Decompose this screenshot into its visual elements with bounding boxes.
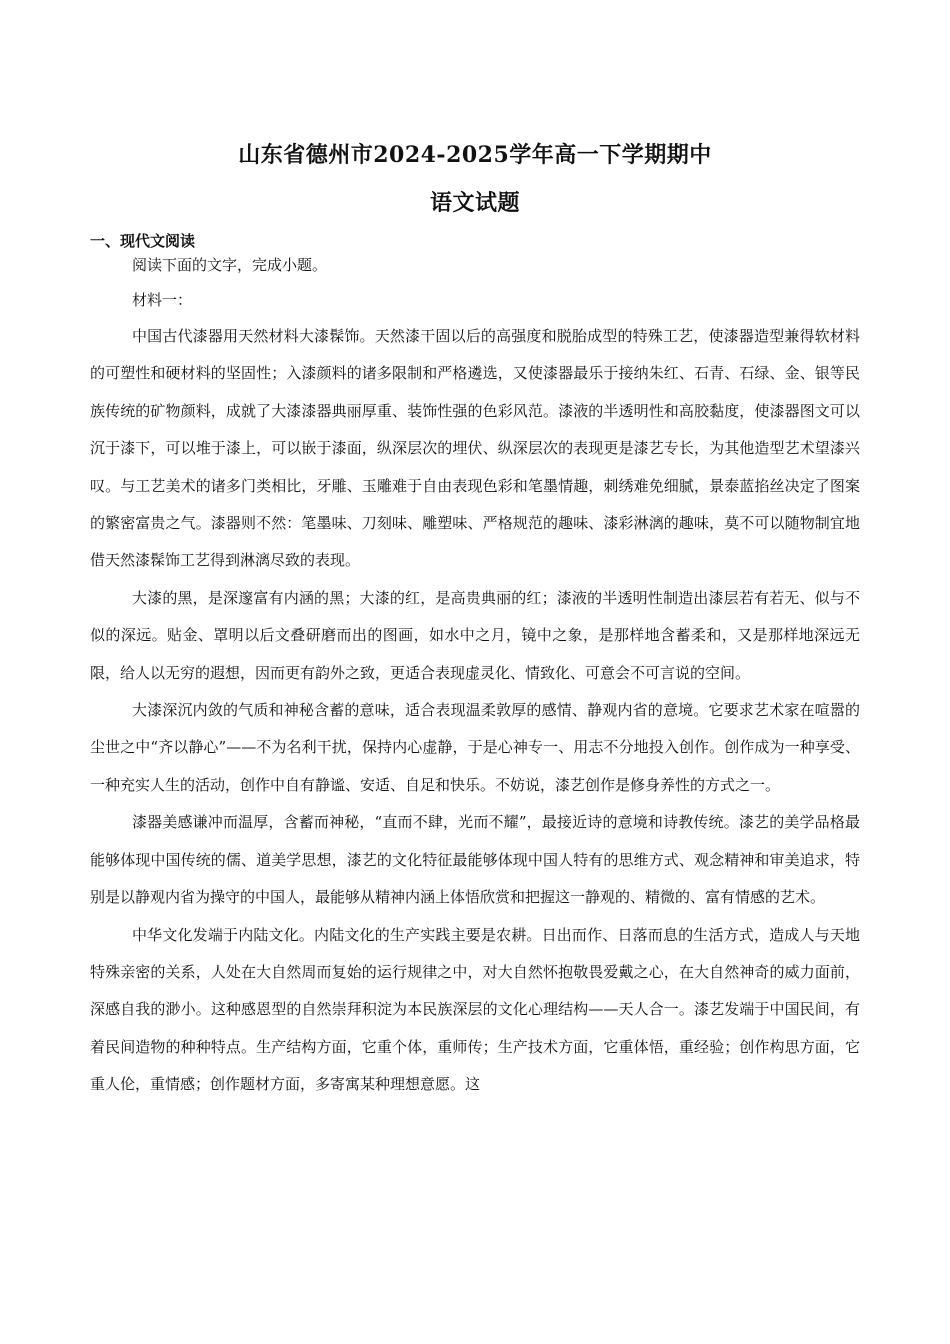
document-title: 山东省德州市2024-2025学年高一下学期期中: [238, 142, 712, 168]
paragraph: 漆器美感谦冲而温厚，含蓄而神秘，“直而不肆，光而不耀”，最接近诗的意境和诗教传统。漆艺的美学品格最能够体现中国传统的儒、道美学思想，漆艺的文化特征最能够体现中国人特有的思维方式、观念精神和审美追求，特别是以静观内省为操守的中国人，最能够从精神内涵上体悟欣赏和把握这一静观的、精微的、富有情感的艺术。: [90, 813, 860, 907]
paragraph: 中国古代漆器用天然材料大漆髹饰。天然漆干固以后的高强度和脱胎成型的特殊工艺，使漆器造型兼得软材料的可塑性和硬材料的坚固性；入漆颜料的诸多限制和严格遴选，又使漆器最乐于接纳朱红、石青、石绿、金、银等民族传统的矿物颜料，成就了大漆漆器典丽厚重、装饰性强的色彩风范。漆液的半透明性和高胶黏度，使漆器图文可以沉于漆下，可以堆于漆上，可以嵌于漆面，纵深层次的埋伏、纵深层次的表现更是漆艺专长，为其他造型艺术望漆兴叹。与工艺美术的诸多门类相比，牙雕、玉雕难于自由表现色彩和笔墨情趣，刺绣难免细腻，景泰蓝掐丝决定了图案的繁密富贵之气。漆器则不然：笔墨味、刀刻味、雕塑味、严格规范的趣味、漆彩淋漓的趣味，莫不可以随物制宜地借天然漆髹饰工艺得到淋漓尽致的表现。: [90, 327, 860, 570]
document-subtitle: 语文试题: [429, 190, 520, 216]
reading-instruction: 阅读下面的文字，完成小题。: [132, 256, 328, 274]
paragraph: 大漆的黑，是深邃富有内涵的黑；大漆的红，是高贵典丽的红；漆液的半透明性制造出漆层若有若无、似与不似的深远。贴金、罩明以后文叠研磨而出的图画，如水中之月，镜中之象，是那样地含蓄柔和，又是那样地深远无限，给人以无穷的遐想，因而更有韵外之致，更适合表现虚灵化、情致化、可意会不可言说的空间。: [90, 588, 860, 682]
paragraph: 大漆深沉内敛的气质和神秘含蓄的意味，适合表现温柔敦厚的感情、静观内省的意境。它要求艺术家在喧嚣的尘世之中“齐以静心”——不为名利干扰，保持内心虚静，于是心神专一、用志不分地投入创作。创作成为一种享受、一种充实人生的活动，创作中自有静谧、安适、自足和快乐。不妨说，漆艺创作是修身养性的方式之一。: [90, 701, 860, 794]
section-heading: 一、现代文阅读: [90, 232, 196, 250]
material-label: 材料一：: [132, 291, 193, 309]
paragraph: 中华文化发端于内陆文化。内陆文化的生产实践主要是农耕。日出而作、日落而息的生活方式，造成人与天地特殊亲密的关系，人处在大自然周而复始的运行规律之中，对大自然怀抱敬畏爱戴之心，在大自然神奇的威力面前，深感自我的渺小。这种感恩型的自然崇拜积淀为本民族深层的文化心理结构——天人合一。漆艺发端于中国民间，有着民间造物的种种特点。生产结构方面，它重个体，重师传；生产技术方面，它重体悟，重经验；创作构思方面，它重人伦，重情感；创作题材方面，多寄寓某种理想意愿。这: [90, 925, 860, 1094]
passage-body: [90, 318, 860, 1104]
